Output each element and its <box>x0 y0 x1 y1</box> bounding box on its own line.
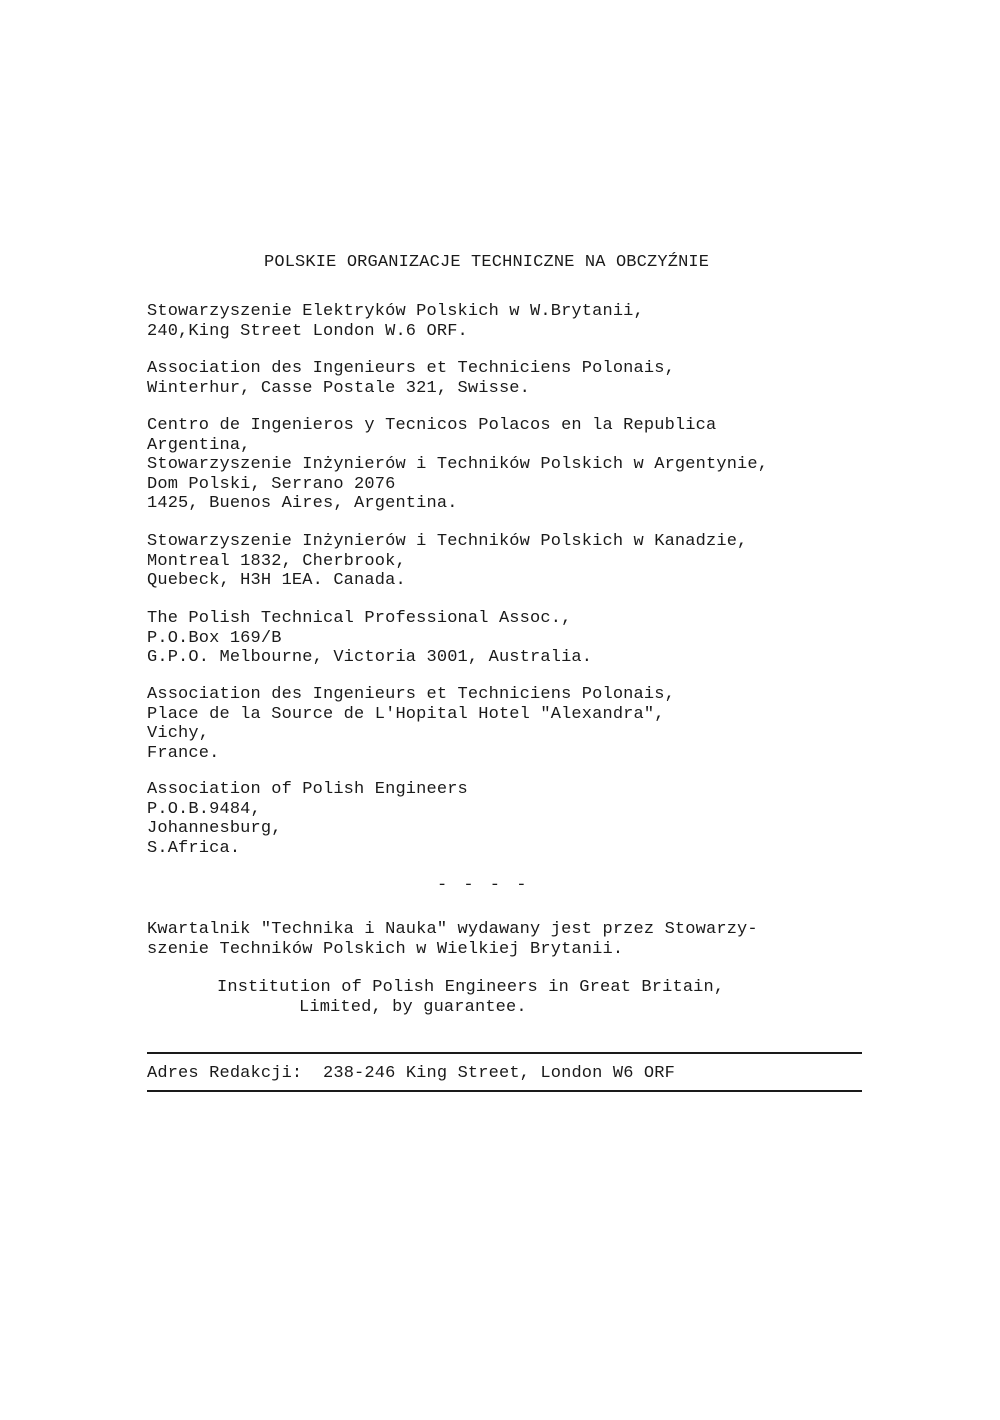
entry-line: P.O.Box 169/B <box>147 628 282 648</box>
note-line: Kwartalnik "Technika i Nauka" wydawany jest przez Stowarzy- <box>147 920 758 939</box>
organization-entry <box>147 609 877 668</box>
institution-line: Limited, by guarantee. <box>299 997 527 1017</box>
entry-line: Centro de Ingenieros y Tecnicos Polacos en la Republica <box>147 416 717 435</box>
entry-line: Stowarzyszenie Inżynierów i Techników Polskich w Kanadzie, <box>147 532 748 551</box>
entry-line: Argentina, <box>147 435 251 455</box>
entry-line: Montreal 1832, Cherbrook, <box>147 551 406 571</box>
entry-line: Johannesburg, <box>147 819 282 838</box>
organization-entry <box>147 416 877 514</box>
organization-entry <box>147 302 877 341</box>
address-value: 238-246 King Street, London W6 ORF <box>323 1064 675 1083</box>
top-rule <box>147 1052 862 1054</box>
entry-line: 240,King Street London W.6 ORF. <box>147 321 468 341</box>
organization-entry <box>147 359 877 398</box>
entry-line: Stowarzyszenie Elektryków Polskich w W.Brytanii, <box>147 302 644 321</box>
entry-line: 1425, Buenos Aires, Argentina. <box>147 494 458 513</box>
organization-entry <box>147 780 877 858</box>
entry-line: Place de la Source de L'Hopital Hotel "Alexandra", <box>147 704 665 724</box>
entry-line: Stowarzyszenie Inżynierów i Techników Polskich w Argentynie, <box>147 455 769 474</box>
section-separator: - - - - <box>437 876 530 895</box>
entry-line: Quebeck, H3H 1EA. Canada. <box>147 571 406 590</box>
bottom-rule <box>147 1090 862 1092</box>
entry-line: Association of Polish Engineers <box>147 780 468 799</box>
entry-line: Winterhur, Casse Postale 321, Swisse. <box>147 378 531 398</box>
page-title: POLSKIE ORGANIZACJE TECHNICZNE NA OBCZYŹNIE <box>264 253 710 272</box>
entry-line: Association des Ingenieurs et Techniciens Polonais, <box>147 685 675 704</box>
organization-entry <box>147 685 877 763</box>
entry-line: France. <box>147 743 220 763</box>
entry-line: The Polish Technical Professional Assoc., <box>147 609 572 628</box>
entry-line: G.P.O. Melbourne, Victoria 3001, Australia. <box>147 648 593 667</box>
entry-line: Vichy, <box>147 724 210 743</box>
institution-line: Institution of Polish Engineers in Great Britain, <box>217 978 725 997</box>
note-line: szenie Techników Polskich w Wielkiej Brytanii. <box>147 939 624 959</box>
entry-line: Association des Ingenieurs et Techniciens Polonais, <box>147 359 675 378</box>
institution-note <box>147 978 877 1017</box>
organization-entry <box>147 532 877 591</box>
address-label: Adres Redakcji: <box>147 1064 303 1083</box>
entry-line: S.Africa. <box>147 838 241 858</box>
editorial-address <box>147 1064 675 1084</box>
entry-line: Dom Polski, Serrano 2076 <box>147 474 396 494</box>
publication-note <box>147 920 877 959</box>
entry-line: P.O.B.9484, <box>147 799 261 819</box>
